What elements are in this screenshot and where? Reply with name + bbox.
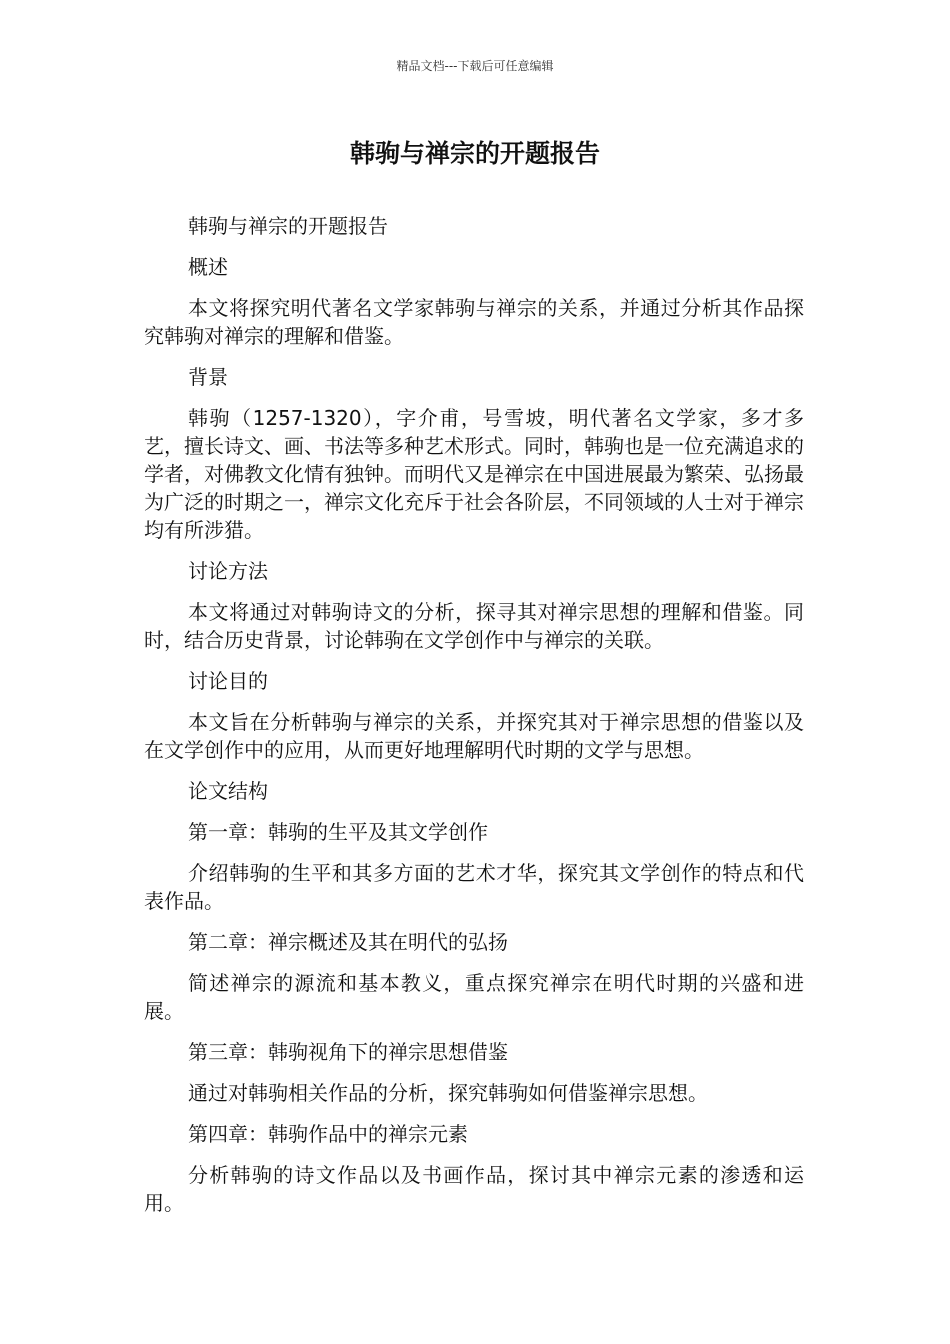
section-heading-method: 讨论方法 [188, 559, 268, 583]
paragraph-chapter-4: 分析韩驹的诗文作品以及书画作品，探讨其中禅宗元素的渗透和运用。 [144, 1163, 804, 1215]
chapter-heading-3: 第三章：韩驹视角下的禅宗思想借鉴 [188, 1040, 508, 1064]
document-body [144, 212, 804, 1230]
paragraph-purpose: 本文旨在分析韩驹与禅宗的关系，并探究其对于禅宗思想的借鉴以及在文学创作中的应用，从而更好地理解明代时期的文学与思想。 [144, 710, 804, 762]
paragraph-subtitle: 韩驹与禅宗的开题报告 [188, 214, 388, 238]
document-title: 韩驹与禅宗的开题报告 [349, 139, 600, 168]
section-heading-purpose: 讨论目的 [188, 669, 268, 693]
paragraph-method: 本文将通过对韩驹诗文的分析，探寻其对禅宗思想的理解和借鉴。同时，结合历史背景，讨论韩驹在文学创作中与禅宗的关联。 [144, 600, 804, 652]
section-heading-overview: 概述 [188, 255, 228, 279]
chapter-heading-2: 第二章：禅宗概述及其在明代的弘扬 [188, 930, 508, 954]
chapter-heading-4: 第四章：韩驹作品中的禅宗元素 [188, 1122, 468, 1146]
paragraph-chapter-3: 通过对韩驹相关作品的分析，探究韩驹如何借鉴禅宗思想。 [188, 1081, 708, 1105]
section-heading-structure: 论文结构 [188, 779, 268, 803]
paragraph-overview: 本文将探究明代著名文学家韩驹与禅宗的关系，并通过分析其作品探究韩驹对禅宗的理解和借鉴。 [144, 296, 804, 348]
paragraph-background: 韩驹（1257-1320），字介甫，号雪坡，明代著名文学家，多才多艺，擅长诗文、画、书法等多种艺术形式。同时，韩驹也是一位充满追求的学者，对佛教文化情有独钟。而明代又是禅宗在中国进展最为繁荣、弘扬最为广泛的时期之一，禅宗文化充斥于社会各阶层，不同领域的人士对于禅宗均有所涉猎。 [144, 406, 804, 542]
running-header: 精品文档---下载后可任意编辑 [396, 59, 554, 73]
chapter-heading-1: 第一章：韩驹的生平及其文学创作 [188, 820, 488, 844]
paragraph-chapter-2: 简述禅宗的源流和基本教义，重点探究禅宗在明代时期的兴盛和进展。 [144, 971, 804, 1023]
section-heading-background: 背景 [188, 365, 228, 389]
paragraph-chapter-1: 介绍韩驹的生平和其多方面的艺术才华，探究其文学创作的特点和代表作品。 [144, 861, 804, 913]
